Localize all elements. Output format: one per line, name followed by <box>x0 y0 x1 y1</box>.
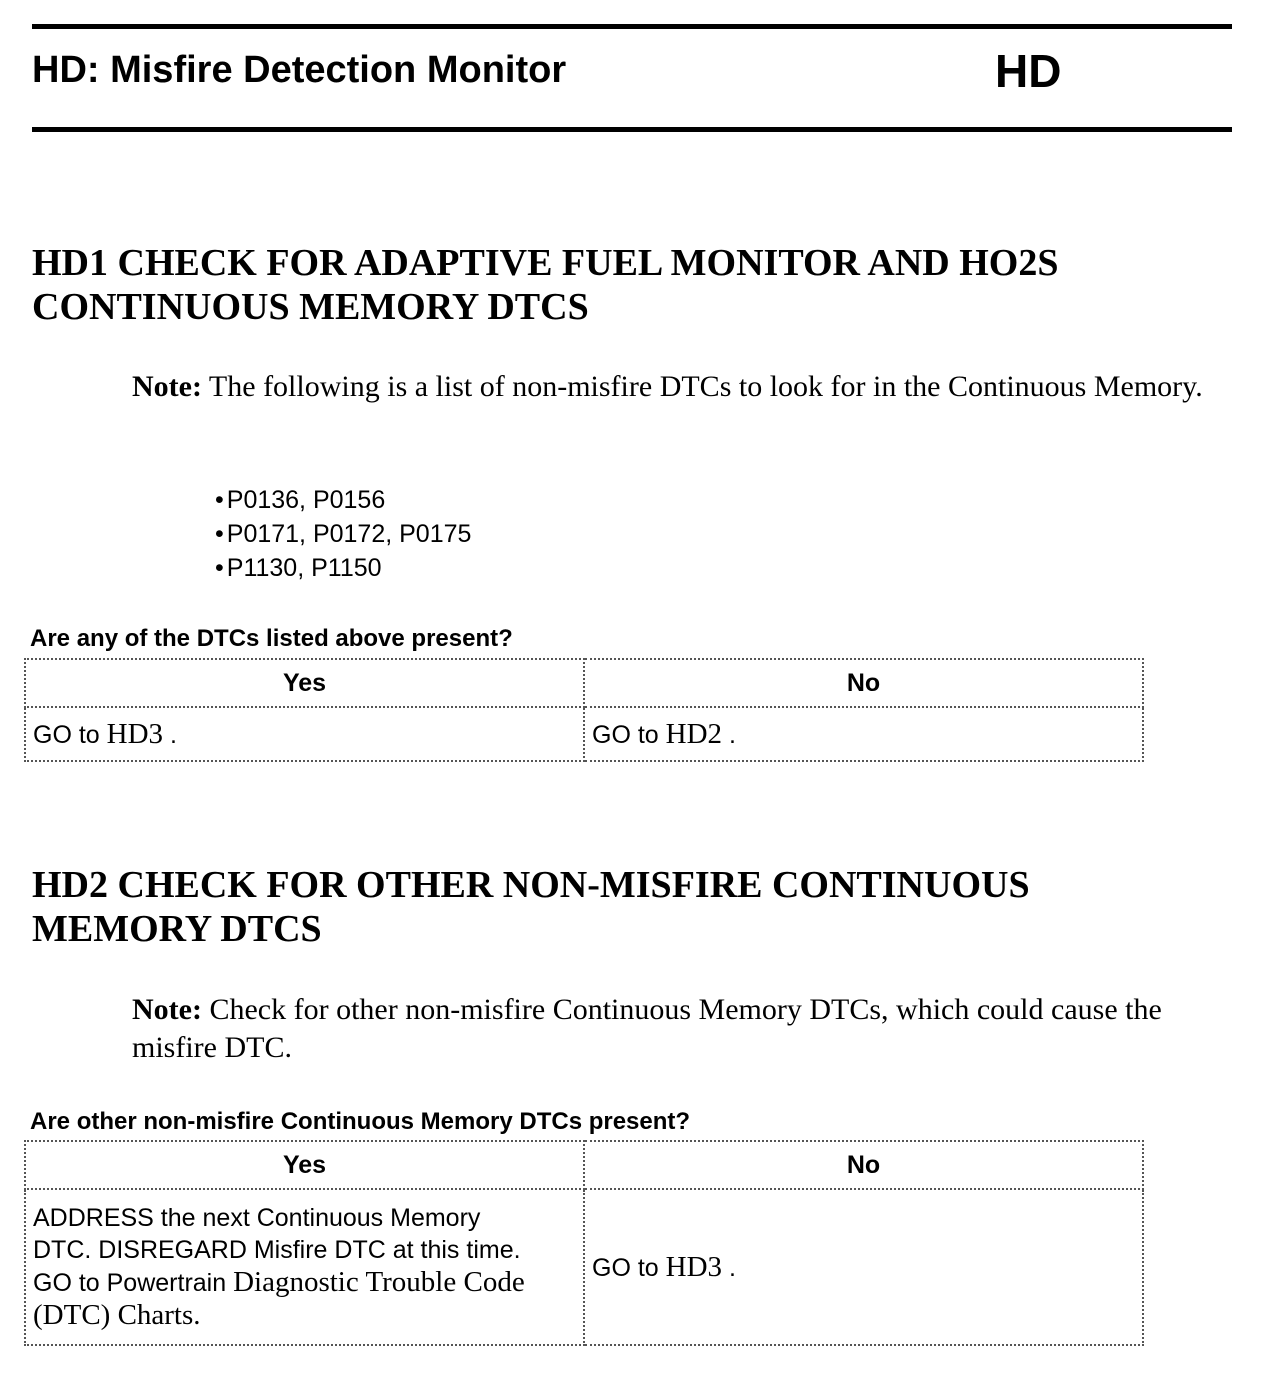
go-text: GO to <box>592 1253 666 1282</box>
table-header-row <box>25 1141 1143 1189</box>
column-header-yes: Yes <box>25 659 584 707</box>
note-text: Check for other non-misfire Continuous Memory DTCs, which could cause the misfire DTC. <box>132 993 1162 1064</box>
go-target-link[interactable]: Diagnostic Trouble Code (DTC) Charts. <box>33 1266 525 1331</box>
decision-table-hd2 <box>24 1140 1144 1346</box>
step-heading-line: HD2 CHECK FOR OTHER NON-MISFIRE CONTINUOUS <box>32 864 1030 906</box>
go-end: . <box>722 720 736 749</box>
go-text: GO to <box>592 720 666 749</box>
dtc-list <box>215 483 471 585</box>
go-target-link[interactable]: HD3 <box>665 1250 723 1283</box>
action-text: DTC. DISREGARD Misfire DTC at this time. <box>33 1236 521 1264</box>
list-item: • P1130, P1150 <box>215 551 471 585</box>
go-text: GO to Powertrain <box>33 1269 234 1297</box>
yes-cell <box>25 707 584 761</box>
section-code: HD <box>995 45 1062 97</box>
step-heading-hd2 <box>32 863 1182 951</box>
go-end: . <box>163 720 177 749</box>
column-header-yes: Yes <box>25 1141 584 1189</box>
note-hd2 <box>132 991 1232 1067</box>
note-label: Note: <box>132 370 202 403</box>
step-heading-hd1 <box>32 241 1182 329</box>
yes-cell <box>25 1189 584 1345</box>
note-text: The following is a list of non-misfire DTCs to look for in the Continuous Memory. <box>201 370 1203 403</box>
go-end: . <box>722 1253 736 1282</box>
question-hd2: Are other non-misfire Continuous Memory DTCs present? <box>30 1108 691 1135</box>
step-heading-line: CONTINUOUS MEMORY DTCS <box>32 286 589 328</box>
table-header-row <box>25 659 1143 707</box>
column-header-no: No <box>584 1141 1143 1189</box>
no-cell <box>584 707 1143 761</box>
header-top-rule <box>32 24 1232 29</box>
note-label: Note: <box>132 993 202 1026</box>
question-hd1: Are any of the DTCs listed above present? <box>30 625 513 652</box>
action-text: ADDRESS the next Continuous Memory <box>33 1204 481 1232</box>
page-title: HD: Misfire Detection Monitor <box>32 49 567 91</box>
table-row <box>25 1189 1143 1345</box>
no-cell <box>584 1189 1143 1345</box>
go-target-link[interactable]: HD3 <box>106 717 164 750</box>
column-header-no: No <box>584 659 1143 707</box>
table-row <box>25 707 1143 761</box>
step-heading-line: HD1 CHECK FOR ADAPTIVE FUEL MONITOR AND HO2S <box>32 242 1059 284</box>
decision-table-hd1 <box>24 658 1144 762</box>
go-target-link[interactable]: HD2 <box>665 717 723 750</box>
note-hd1 <box>132 368 1232 406</box>
list-item: • P0136, P0156 <box>215 483 471 517</box>
header-bottom-rule <box>32 127 1232 132</box>
step-heading-line: MEMORY DTCS <box>32 908 322 950</box>
list-item: • P0171, P0172, P0175 <box>215 517 471 551</box>
go-text: GO to <box>33 720 107 749</box>
